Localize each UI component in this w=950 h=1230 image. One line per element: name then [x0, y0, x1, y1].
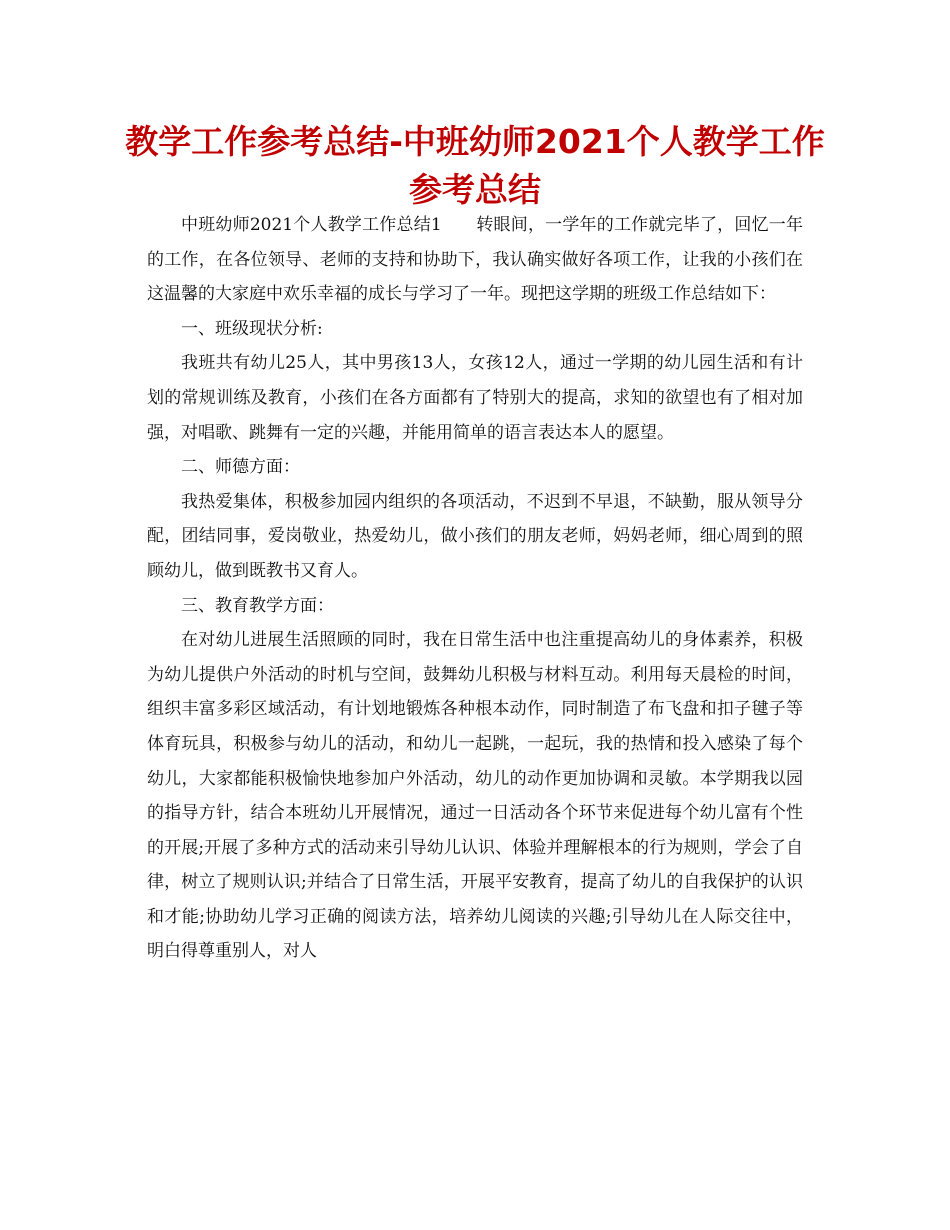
document-title: 教学工作参考总结-中班幼师2021个人教学工作参考总结 [125, 122, 825, 209]
section-heading-teacher-ethics: 二、师德方面： [181, 457, 300, 478]
document-body [147, 208, 803, 969]
paragraph-teacher-ethics: 我热爱集体，积极参加园内组织的各项活动，不迟到不早退，不缺勤，服从领导分配，团结同事，爱岗敬业，热爱幼儿，做小孩们的朋友老师，妈妈老师，细心周到的照顾幼儿，做到既教书又育人。 [147, 491, 803, 581]
paragraph-teaching: 在对幼儿进展生活照顾的同时，我在日常生活中也注重提高幼儿的身体素养，积极为幼儿提供户外活动的时机与空间，鼓舞幼儿积极与材料互动。利用每天晨检的时间，组织丰富多彩区域活动，有计划地锻炼各种根本动作，同时制造了布飞盘和扣子毽子等体育玩具，积极参与幼儿的活动，和幼儿一起跳，一起玩，我的热情和投入感染了每个幼儿，大家都能积极愉快地参加户外活动，幼儿的动作更加协调和灵敏。本学期我以园的指导方针，结合本班幼儿开展情况，通过一日活动各个环节来促进每个幼儿富有个性的开展;开展了多种方式的活动来引导幼儿认识、体验并理解根本的行为规则，学会了自律，树立了规则认识;并结合了日常生活，开展平安教育，提高了幼儿的自我保护的认识和才能;协助幼儿学习正确的阅读方法，培养幼儿阅读的兴趣;引导幼儿在人际交往中，明白得尊重别人，对人 [147, 630, 803, 962]
section-heading-teaching: 三、教育教学方面： [181, 595, 334, 616]
paragraph-class-status: 我班共有幼儿25人，其中男孩13人，女孩12人，通过一学期的幼儿园生活和有计划的常规训练及教育，小孩们在各方面都有了特别大的提高，求知的欲望也有了相对加强，对唱歌、跳舞有一定的兴趣，并能用简单的语言表达本人的愿望。 [147, 353, 803, 443]
paragraph-intro: 中班幼师2021个人教学工作总结1 转眼间，一学年的工作就完毕了，回忆一年的工作，在各位领导、老师的支持和协助下，我认确实做好各项工作，让我的小孩们在这温馨的大家庭中欢乐幸福的成长与学习了一年。现把这学期的班级工作总结如下： [147, 215, 803, 305]
section-heading-class-status: 一、班级现状分析: [181, 318, 323, 339]
